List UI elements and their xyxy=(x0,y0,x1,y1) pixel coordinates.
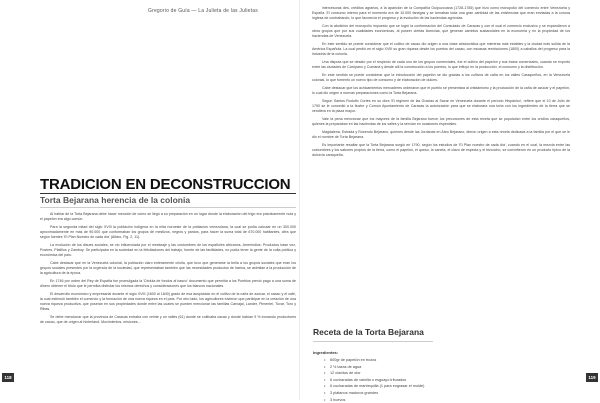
ingredient-item xyxy=(324,364,424,371)
left-page xyxy=(0,0,300,400)
title-divider xyxy=(40,193,296,194)
paragraph: Magdalena, Estrada y Rosendo Bejarano, quienes desde las Jordanas en Ateo Bejarano, dieron origen a esta receta dedicada a la familia por el que se le dio el nombre de Torta Bejarana. xyxy=(312,130,570,139)
recipe-title: Receta de la Torta Bejarana xyxy=(313,327,424,337)
paragraph: En 1746 por orden del Rey de España fue promulgada la 'Cédula de fondos al basco' documento que permitía a los Pueblos previo pago a una suma de dinero obtener el título que le permitía disfrutar los mismos derechos y consideraciones que los blancos nacionales. xyxy=(40,279,296,288)
chapter-title: TRADICION EN DECONSTRUCCION xyxy=(40,176,291,193)
bullet-icon: • xyxy=(324,396,326,402)
page-number-right: 119 xyxy=(586,373,598,382)
right-body-text xyxy=(312,6,570,161)
ingredient-item xyxy=(324,370,424,377)
paragraph: Es importante resaltar que la Torta Bejarana surgió en 1790, según los estudios de 'El Plan nuestro de cada día', cuando en el cual, la mezcla entre las costumbres y los sabores propios de la tierra, como el papelón, el queso, la canela, el clavo de especia y el bizcocho, se convirtieron en un producto típico de la dulcería caraqueña. xyxy=(312,143,570,157)
left-body-text xyxy=(40,212,296,328)
paragraph: La evolución de los disues sociales, se vio influenciada por el mestizaje y las costumbres de los españoles africanos, Amerindios: Productos base vez, Postres, Platillos y Zamboy. Se participaba en la sociedad en la felicitaciones del trabajo, fuente de las facilidades, no podía tener la gente de la culta política y económica del país. xyxy=(40,243,296,257)
bullet-icon: • xyxy=(324,383,326,389)
paragraph: Cabe destacar que en la Venezuela colonial, la población claro enteramente criolla, que tuvo que generarse la bella a los grupos sociales que eran los grupos sociales presentes por la urgencia de la sociedad, que representaban también que las necesidades productos de harina, se asimilan a la producción de la agricultura de la época. xyxy=(40,261,296,275)
page-number-left: 118 xyxy=(2,373,14,382)
recipe-divider xyxy=(313,341,433,342)
paragraph: En este sentido se puede considerar que el cultivo de cacao dio origen a una clase aristocrática que mientras más estables y la ciudad más solida de la América Española. La cual perdió en el siglo XVIII su gran riqueza desde los puertos del cacao, con escasas restricciones (1800) a caballos del progreso para la industria de la colonia. xyxy=(312,42,570,56)
paragraph: Vale la pena mencionar que los mayores de la familia Bejarano fueron los precursores de esta receta que se popularizó entre los criollos caraqueños, quienes la preparaban en las haciendas de los valles y la servían en ocasiones especiales. xyxy=(312,117,570,126)
paragraph: Cabe destacar que los achicamientos mercaderes ordenaron que el pueblo se presentara al cristianismo y la producción de la caña de azúcar y el papelón, lo cual dio origen a nuevas preparaciones como la Torta Bejarana. xyxy=(312,86,570,95)
ingredient-text: 6 cucharadas de vainilla o esguayo triturados xyxy=(330,377,407,382)
chapter-subtitle: Torta Bejarana herencia de la colonia xyxy=(40,195,191,205)
subtitle-divider xyxy=(40,207,296,208)
ingredients-list xyxy=(324,357,424,403)
ingredient-item xyxy=(324,390,424,397)
ingredients-label: Ingredientes: xyxy=(313,350,339,355)
right-page xyxy=(300,0,600,400)
ingredient-text: 12 clavitos de olor xyxy=(330,371,361,376)
paragraph: El desarrollo económico y empresarial durante el siglo XVIII (1600 al 1840) grado de esa auspiciado en el cultivo de la caña de azúcar, el cacao y el café, la cual estimuló también el comercio y la formación de una nueva riqueza en el país. Por otro lado, los agricultores tuvieron que participar en la creación de una nueva riqueza productiva, que poseían en sus propiedades donde entre las cuales se pueden mencionar las familias Carvajal, Lander, Pimentel, Tovar, Toro y Ribas. xyxy=(40,292,296,311)
ingredient-text: 3 plátanos maduros grandes xyxy=(330,390,379,395)
bullet-icon: • xyxy=(324,376,326,382)
bullet-icon: • xyxy=(324,357,326,362)
paragraph: intercesoras des, créditos agrarios, a la aparición de la Compañía Guipuzcoana (1728-1785) que hizo como mónopolio del comercio entre Venezuela y España. El consumo interno para el momento era de 10.000 fanegas y se tornaban toda una gran cantidad de las existencias que eran enviadas a la corona inglesa de contrabando, lo que favorecía el progreso y la evolución de las haciendas agrícolas. xyxy=(312,6,570,20)
paragraph: Una disputa que se desató por el respecto de cada uno de los grupos comerciales, fue el cultivo del papelón y sus tratos comerciales, cuando se exportó entre las ciudades de Carúpano y Cumaná y desde allí la construcción a los puertos, lo que influyó en la producción, el consumo y la distribución. xyxy=(312,60,570,69)
bullet-icon: • xyxy=(324,370,326,376)
ingredient-item xyxy=(324,357,424,364)
bullet-icon: • xyxy=(324,389,326,395)
ingredient-text: 2 ½ tazas de agua xyxy=(330,364,362,369)
paragraph: En este sentido se puede considerar que la introducción del papelón se dio gracias a los cultivos de caña en los valles Caraqueños, en la Venezuela colonial, lo que fomentó un nuevo tipo de consumo y de elaboración de dulces. xyxy=(312,73,570,82)
ingredient-item xyxy=(324,377,424,384)
ingredient-text: 3 huevos xyxy=(330,397,346,402)
ingredient-item xyxy=(324,383,424,390)
ingredient-text: 6 cucharadas de mantequilla (1 para engrasar el molde) xyxy=(330,384,425,389)
bullet-icon: • xyxy=(324,363,326,369)
paragraph: Al hablar de la Torta Bejarana debe hacer mención de cómo se llegó a su preparación en un lugar donde la elaboración del trigo era prácticamente nula y el papelón era algo común. xyxy=(40,212,296,221)
paragraph: Según Santos Rodulfo Cortés en su obra 'El régimen de las Gracias al Sacar en Venezuela durante el período Hispánico', refiere que el 10 de Julio de 1790 se le concedió a la Ilustre y Común Ayuntamiento de Caracas la autorización para que se elaborara una torta con los ingredientes de la tierra que se vendiera en la plaza mayor. xyxy=(312,99,570,113)
paragraph: Para la segunda mitad del siglo XVIII la población indígena en la mita noroeste de la población venezolana, la cual se podía calcular en un 300.000 aproximadamente en más de 90.000 que conformaban los grupos de mestizos, negros y pardos, para hacer la suma total de 670.000 habitantes, cifra que según fuentes 'El Plan Nuestro de cada día' (Alfaro, Fig. 2, 11). xyxy=(40,225,296,239)
paragraph: Con la abolición del monopolio impuesto que se logró la conformación del Consulado de Caracas y con el cual el comercio exclusivo y se expandieron a otros grupos que por sus cualidades económicas, al poseer ciertas licencias, que generan cambios sustanciales en la economía y en la propiedad de los haciendas de Venezuela. xyxy=(312,24,570,38)
ingredient-text: 600gr de papelón en trozos xyxy=(330,358,377,362)
running-head: Gregorio de Guía — La Julieta de las Julietas xyxy=(148,8,258,14)
paragraph: Se debe mencionar que la provincia de Caracas entraba con veinte y un valles (61) donde se cultivaba cacao y donde habían 9 % tronando productores de cacao, que de origen al hinterland. Movimientos, misiones... xyxy=(40,315,296,324)
